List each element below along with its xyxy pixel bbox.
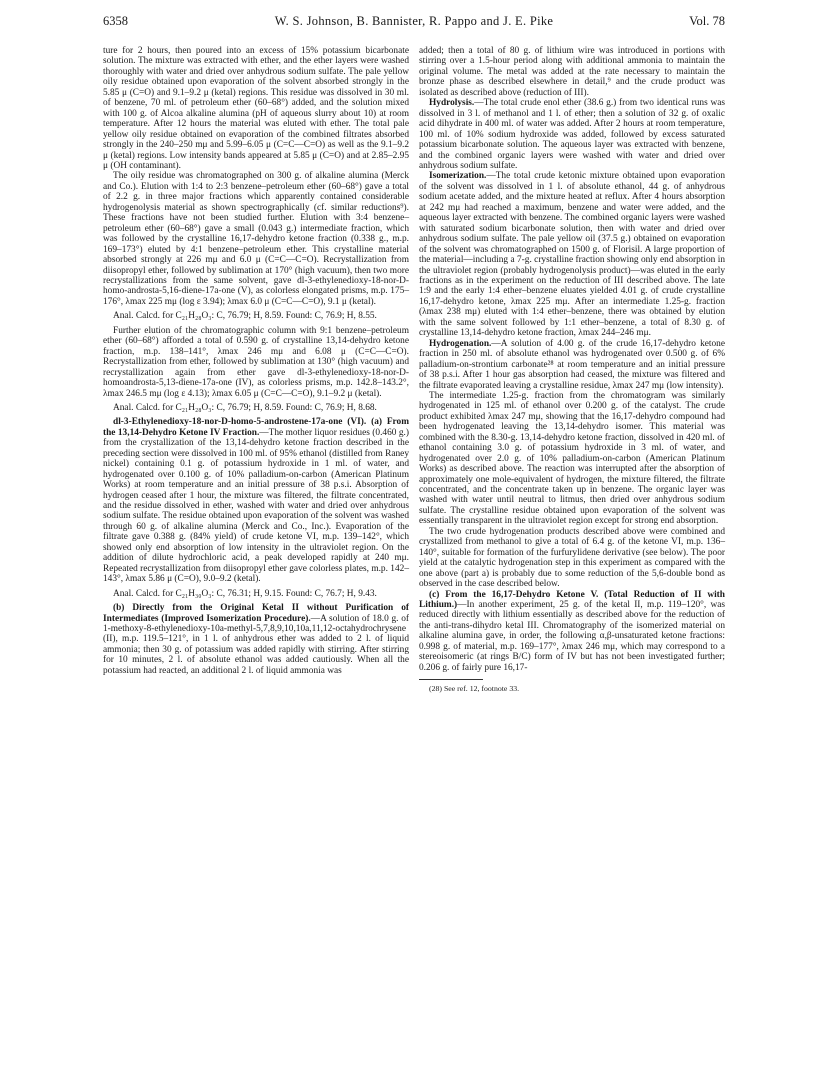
section-paragraph bbox=[419, 339, 725, 391]
section-paragraph bbox=[103, 603, 409, 676]
section-heading: Hydrogenation. bbox=[429, 338, 492, 349]
section-body: —A solution of 4.00 g. of the crude 16,17-dehydro ketone fraction in 250 ml. of absolute ethanol was hydrogenated over 0.500 g. of 6% palladium-on-strontium carbonate²⁸ at room temperature and an initial pressure of 38 p.s.i. After 1 hour gas absorption had ceased, the mixture was filtered and the filtrate evaporated leaving a crystalline residue, λmax 247 mμ (low intensity). bbox=[419, 338, 725, 391]
paragraph: added; then a total of 80 g. of lithium wire was introduced in portions with stirring over a 1.5-hour period along with additional ammonia to maintain the original volume. The metal was added at the rate necessary to maintain the bronze phase as described elsewhere in detail,⁹ and the crude product was isolated as described above (reduction of III). bbox=[419, 46, 725, 98]
section-body: —A solution of 18.0 g. of 1-methoxy-8-ethylenedioxy-10a-methyl-5,7,8,9,10,10a,11,12-octahydrochrysene (II), m.p. 119.5–121°, in 1 l. of anhydrous ether was added to 2 l. of liquid ammonia; then 30 g. of potassium was added rapidly with stirring. After stirring for 10 minutes, 2 l. of absolute ethanol was added cautiously. When all the potassium had reacted, an additional 2 l. of liquid ammonia was bbox=[103, 613, 410, 676]
right-column bbox=[419, 46, 725, 693]
paragraph: Further elution of the chromatographic column with 9:1 benzene–petroleum ether (60–68°) afforded a total of 0.590 g. of crystalline 13,14-dehydro ketone fraction, m.p. 138–141°, λmax 246 mμ and 6.08 μ (C=C—C=O). Recrystallization from ether, followed by sublimation at 130° (high vacuum) and recrystallization again from ether gave dl-3-ethylenedioxy-18-nor-D-homoandrosta-5,13-diene-17a-one (IV), as colorless prisms, m.p. 142.8–143.2°, λmax 246.5 mμ (log ε 4.13); λmax 6.05 μ (C=C—C=O), 9.1–9.2 μ (ketal). bbox=[103, 325, 409, 399]
paragraph: The oily residue was chromatographed on 300 g. of alkaline alumina (Merck and Co.). Elution with 1:4 to 2:3 benzene–petroleum ether (60–68°) gave a total of 2.2 g. in three major fractions which apparently contained considerable hydrogenolysis material as shown spectrographically (cf. similar reductions⁹). These fractions have not been studied further. Elution with 3:4 benzene–petroleum ether (60–68°) gave a small (0.043 g.) intermediate fraction, which was followed by the crystalline 16,17-dehydro ketone fraction (0.338 g., m.p. 169–173°) eluted by 4:1 benzene–petroleum ether. This crystalline material absorbed strongly at 226 mμ and 6.0 μ (C=C—C=O). Recrystallization from diisopropyl ether, followed by sublimation at 170° (high vacuum), then two more recrystallizations from the same solvent, gave dl-3-ethylenedioxy-18-nor-D-homo-androsta-5,16-diene-17a-one (V), as colorless elongated prisms, m.p. 175–176°, λmax 225 mμ (log ε 3.94); λmax 6.0 μ (C=C—C=O), 9.1 μ (ketal). bbox=[103, 171, 409, 307]
section-heading: dl-3-Ethylenedioxy-18-nor-D-homo-5-androstene-17a-one (VI). (a) From the 13,14-Dehydro Ketone IV Fraction. bbox=[103, 417, 409, 438]
section-body: —The total crude enol ether (38.6 g.) from two identical runs was dissolved in 3 l. of methanol and 1 l. of ether; then a solution of 32 g. of oxalic acid dihydrate in 400 ml. of water was added. After 2 hours at room temperature, 100 ml. of 10% sodium hydroxide was added, followed by excess saturated potassium bicarbonate solution. The aqueous layer was extracted with benzene, and the combined organic layers were washed with water and dried over anhydrous sodium sulfate. bbox=[419, 98, 725, 171]
paragraph: The intermediate 1.25-g. fraction from the chromatogram was similarly hydrogenated in 125 ml. of ethanol over 0.200 g. of the catalyst. The crude product exhibited λmax 247 mμ, showing that the 16,17-dehydro compound had been hydrogenated leaving the 13,14-dehydro isomer. This material was combined with the 8.30-g. 13,14-dehydro ketone fraction, dissolved in 420 ml. of ethanol containing 3.0 g. of potassium hydroxide in 3 ml. of water, and hydrogenated over 2.0 g. of 10% palladium-on-carbon (American Platinum Works) as described above. The reaction was interrupted after the absorption of approximately one mole-equivalent of hydrogen, the mixture filtered, the filtrate concentrated, and the concentrate taken up in benzene. The organic layer was washed with water until neutral to litmus, then dried over anhydrous sodium sulfate. The crystalline residue obtained upon evaporation of the solvent was essentially transparent in the ultraviolet region except for strong end absorption. bbox=[419, 390, 725, 527]
section-body: —The mother liquor residues (0.460 g.) from the crystallization of the 13,14-dehydro ketone fraction described in the preceding section were dissolved in 100 ml. of 95% ethanol (distilled from Raney nickel) containing 0.1 g. of potassium hydroxide in 1 ml. of water, and hydrogenated over 0.100 g. of 10% palladium-on-carbon (American Platinum Works) at room temperature and an initial pressure of 38 p.s.i. Absorption of hydrogen ceased after 1 hour, the mixture was filtered, the filtrate concentrated, and the residue dissolved in ether, washed with water and dried over anhydrous sodium sulfate. The residue obtained upon evaporation of the solvent was washed through 60 g. of alkaline alumina (Merck and Co., Inc.). Evaporation of the filtrate gave 0.388 g. (84% yield) of crude ketone VI, m.p. 139–142°, which showed only end absorption of low intensity in the ultraviolet region. On the addition of dilute hydrochloric acid, a peak developed rapidly at 240 mμ. Repeated recrystallization from diisopropyl ether gave colorless plates, m.p. 142–143°, λmax 5.86 μ (C=O), 9.0–9.2 (ketal). bbox=[103, 427, 409, 585]
footnote: (28) See ref. 12, footnote 33. bbox=[429, 684, 520, 694]
section-heading: (b) Directly from the Original Ketal II without Purification of Intermediates (Improved Isomerization Procedure). bbox=[103, 603, 409, 624]
volume-label: Vol. 78 bbox=[689, 14, 725, 28]
analysis-line: Anal. Calcd. for C₂₁H₂₈O₃: C, 76.79; H, 8.59. Found: C, 76.9; H, 8.55. bbox=[113, 311, 377, 322]
section-heading: (c) From the 16,17-Dehydro Ketone V. (Total Reduction of II with Lithium.) bbox=[419, 589, 725, 611]
left-column bbox=[103, 46, 409, 676]
running-header bbox=[103, 14, 725, 28]
analysis-line: Anal. Calcd. for C₂₁H₃₀O₃: C, 76.31; H, 9.15. Found: C, 76.7; H, 9.43. bbox=[113, 588, 377, 599]
page-number: 6358 bbox=[103, 14, 128, 28]
footnote-rule bbox=[419, 679, 483, 680]
paragraph: ture for 2 hours, then poured into an excess of 15% potassium bicarbonate solution. The mixture was extracted with ether, and the ether layers were washed thoroughly with water and dried over anhydrous sodium sulfate. The pale yellow oily residue obtained upon evaporation of the solvent absorbed strongly in the 5.85 μ (C=O) and 9.1–9.2 μ (ketal) regions. This residue was dissolved in 30 ml. of benzene, 70 ml. of petroleum ether (60–68°) added, and the solution mixed with 100 g. of Alcoa alkaline alumina (pH of aqueous slurry about 10) at room temperature. After 12 hours the material was eluted with ether. The total pale yellow oily residue obtained on evaporation of the combined filtrates absorbed strongly in the 240–250 mμ and 5.99–6.05 μ (C=C—C=O) as well as the 9.1–9.2 μ (ketal) regions. Low intensity bands appeared at 5.85 μ (C=O) and at 2.85–2.95 μ (OH contaminant). bbox=[103, 46, 409, 171]
paragraph: The two crude hydrogenation products described above were combined and crystallized from methanol to give a total of 6.4 g. of the ketone VI, m.p. 136–140°, suitable for formation of the furfurylidene derivative (see below). The poor yield at the catalytic hydrogenation step in this experiment as compared with the one above (part a) is probably due to some reduction of the 5,6-double bond as observed in the case described below. bbox=[419, 526, 725, 590]
section-paragraph bbox=[103, 417, 409, 584]
section-paragraph bbox=[419, 590, 725, 674]
section-paragraph bbox=[419, 171, 725, 338]
running-title: W. S. Johnson, B. Bannister, R. Pappo and J. E. Pike bbox=[274, 14, 554, 28]
section-body: —The total crude ketonic mixture obtained upon evaporation of the solvent was dissolved in 1 l. of absolute ethanol, 44 g. of anhydrous sodium acetate added, and the mixture heated at reflux. After 4 hours absorption at 242 mμ had reached a maximum, benzene and water were added, and the aqueous layer extracted with benzene. The combined organic layers were washed with saturated sodium bicarbonate solution, then with water and dried over anhydrous sodium sulfate. The pale yellow oil (37.5 g.) obtained on evaporation of the solvent was chromatographed on 1500 g. of Florisil. A large proportion of the material—including a 7-g. crystalline fraction showing only end absorption in the ultraviolet region (probably hydrogenolysis product)—was eluted in the early fractions as in the experiment on the reduction of III described above. The late 1:9 and the early 1:4 ether–benzene eluates yielded 4.01 g. of crude crystalline 16,17-dehydro ketone, λmax 225 mμ. After an intermediate 1.25-g. fraction (λmax 238 mμ) eluted with 1:4 ether–benzene, there was obtained by elution with the same solvent followed by 1:1 ether–benzene, a total of 8.30 g. of crystalline 13,14-dehydro ketone fraction, λmax 244–246 mμ. bbox=[419, 171, 725, 339]
analysis-line: Anal. Calcd. for C₂₁H₂₈O₃: C, 76.79; H, 8.59. Found: C, 76.9; H, 8.68. bbox=[113, 402, 377, 413]
section-heading: Isomerization. bbox=[429, 171, 487, 182]
section-paragraph bbox=[419, 98, 725, 171]
section-heading: Hydrolysis. bbox=[429, 98, 475, 109]
section-body: —In another experiment, 25 g. of the ketal II, m.p. 119–120°, was reduced directly with lithium essentially as described above for the reduction of the anti-trans-dihydro ketal III. Chromatography of the isomerized material on alkaline alumina gave, in order, the following α,β-unsaturated ketone fractions: 0.998 g. of material, m.p. 169–177°, λmax 246 mμ, which may correspond to a stereoisomeric (at rings B/C) form of IV but has not been investigated further; 0.206 g. of fairly pure 16,17- bbox=[419, 600, 725, 673]
